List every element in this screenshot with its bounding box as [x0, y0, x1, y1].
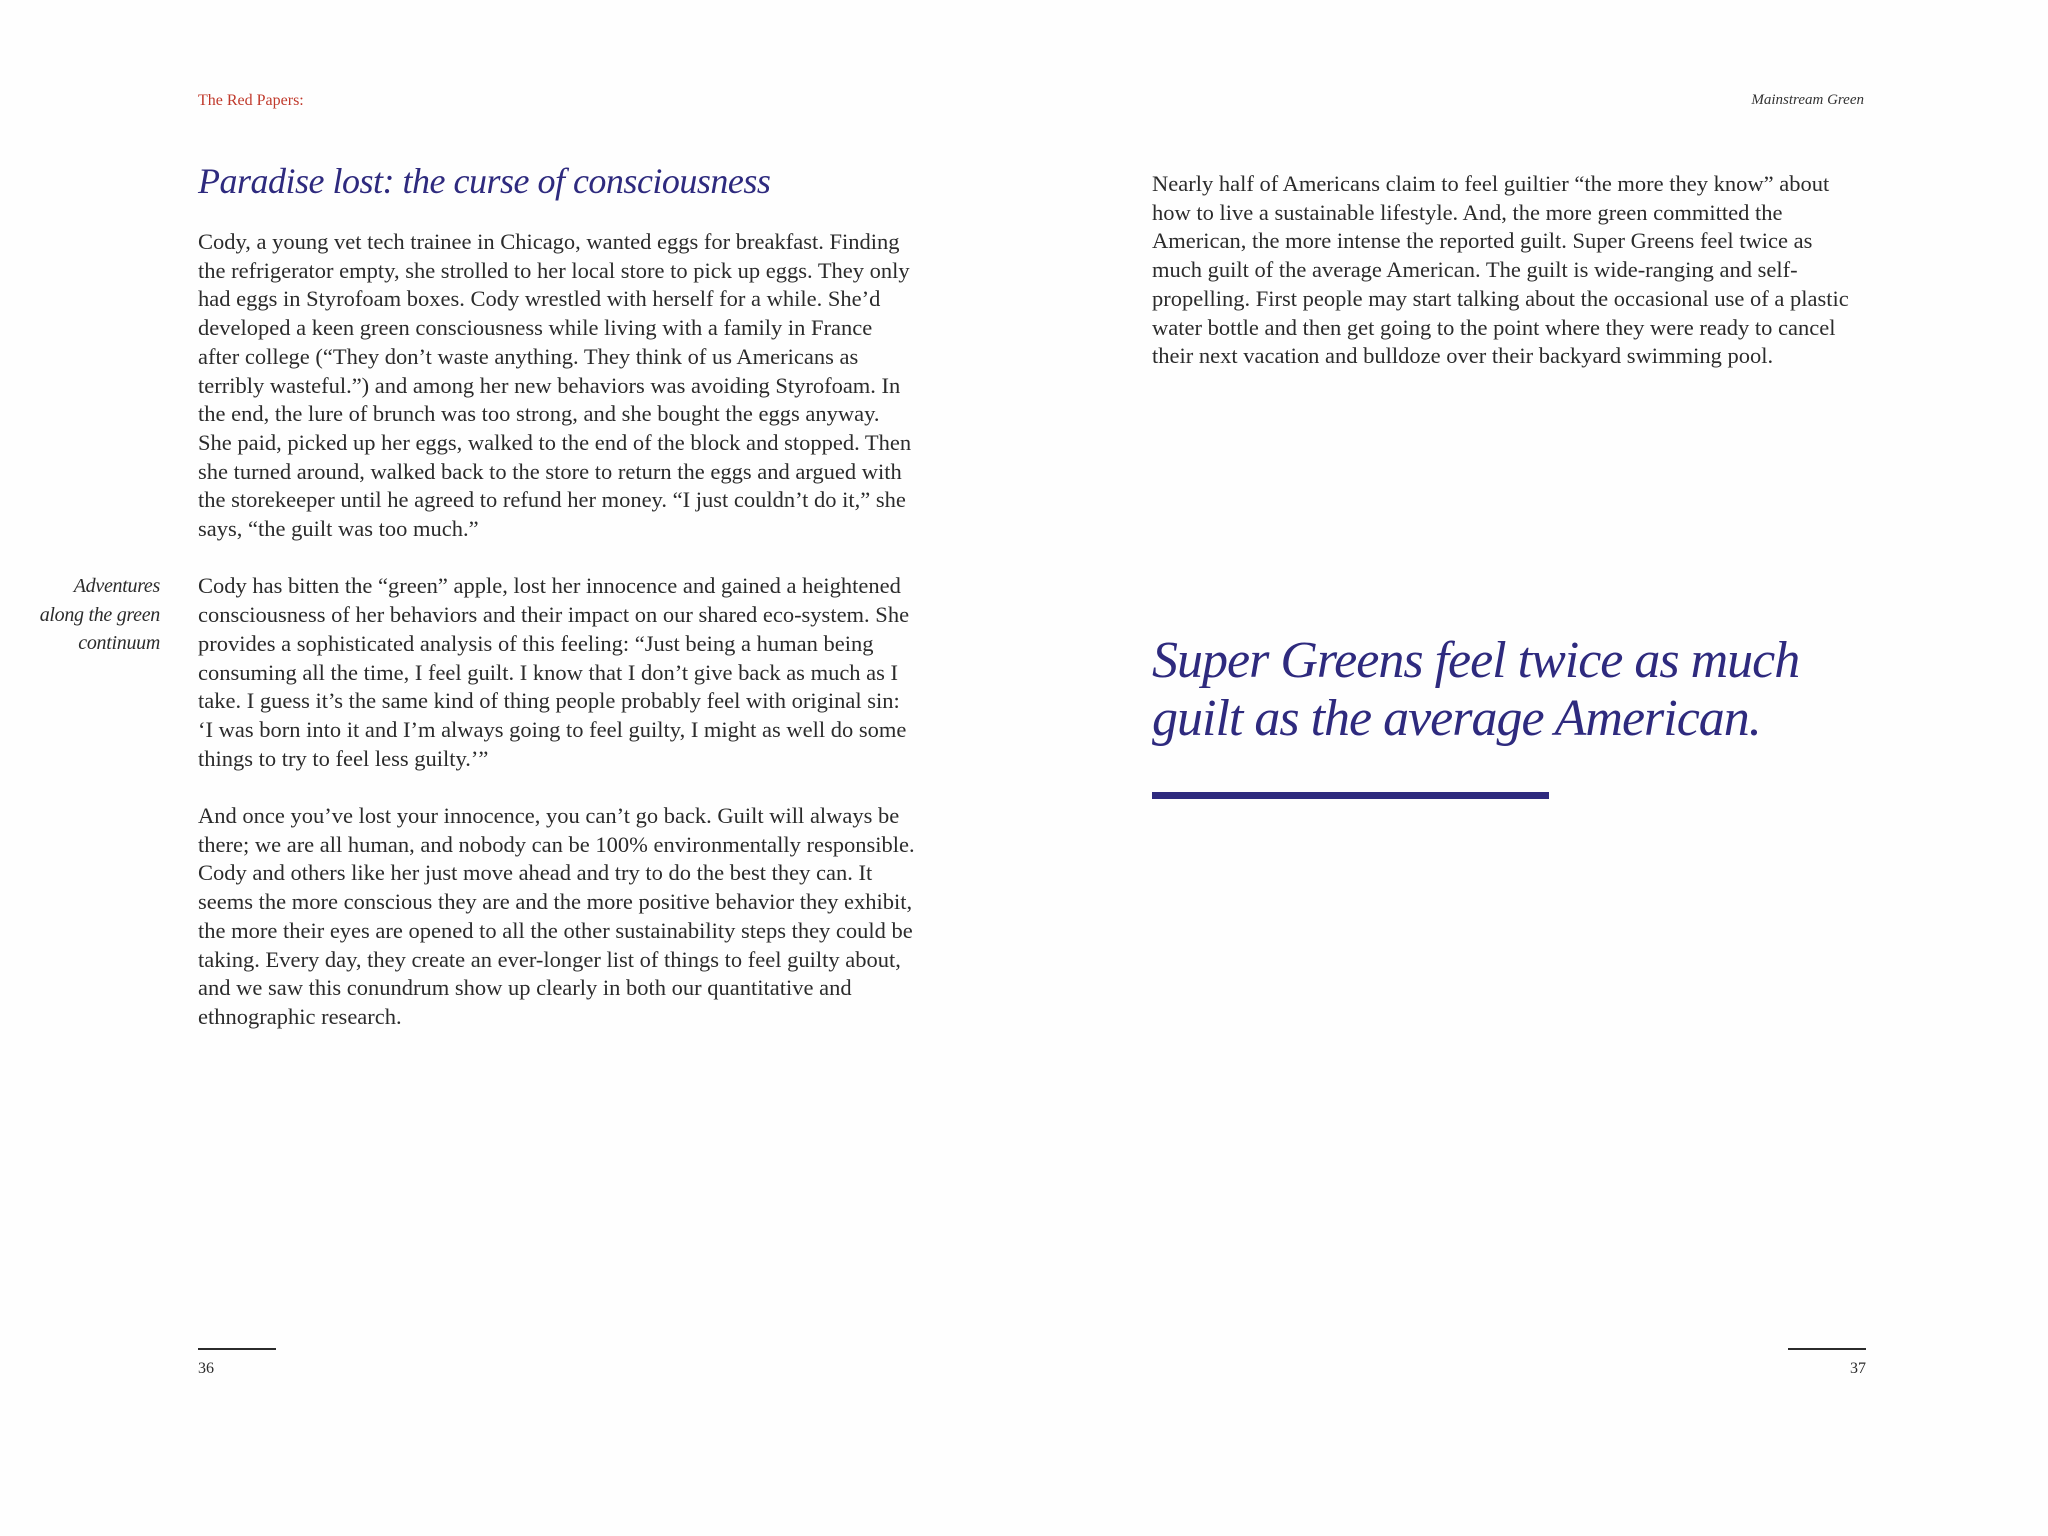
body-paragraph: Cody, a young vet tech trainee in Chicago, wanted eggs for breakfast. Finding the refrigerator empty, she strolled to her local store to pick up eggs. They only had eggs in Styrofoam boxes. Cody wrestled with herself for a while. She’d developed a keen green consciousness while living with a family in France after college (“They don’t waste anything. They think of us Americans as terribly wasteful.”) and among her new behaviors was avoiding Styrofoam. In the end, the lure of brunch was too strong, and she bought the eggs anyway. She paid, picked up her eggs, walked to the end of the block and stopped. Then she turned around, walked back to the store to return the eggs and argued with the storekeeper until he agreed to refund her money. “I just couldn’t do it,” she says, “the guilt was too much.”: [198, 229, 912, 542]
margin-note-line: continuum: [78, 632, 160, 655]
section-title: Paradise lost: the curse of consciousness: [198, 161, 771, 201]
page-number-left: 36: [198, 1360, 214, 1377]
left-page-body: [198, 228, 918, 1060]
page-number-right: 37: [1850, 1360, 1866, 1377]
body-paragraph: Nearly half of Americans claim to feel guiltier “the more they know” about how to live a sustainable lifestyle. And, the more green committed the American, the more intense the reported guilt. Super Greens feel twice as much guilt of the average American. The guilt is wide-ranging and self-propelling. First people may start talking about the occasional use of a plastic water bottle and then get going to the point where they were ready to cancel their next vacation and bulldoze over their backyard swimming pool.: [1152, 171, 1849, 369]
pull-quote-rule: [1152, 792, 1549, 799]
footer-rule-right: [1788, 1348, 1866, 1350]
pull-quote: Super Greens feel twice as much guilt as the average American.: [1152, 632, 1800, 747]
running-header-left: The Red Papers:: [198, 92, 304, 109]
running-header-right: Mainstream Green: [1751, 92, 1864, 108]
right-page-body: [1152, 170, 1852, 400]
footer-rule-left: [198, 1348, 276, 1350]
margin-note-line: along the green: [39, 603, 160, 626]
body-paragraph: And once you’ve lost your innocence, you can’t go back. Guilt will always be there; we are all human, and nobody can be 100% environmentally responsible. Cody and others like her just move ahead and try to do the best they can. It seems the more conscious they are and the more positive behavior they exhibit, the more their eyes are opened to all the other sustainability steps they could be taking. Every day, they create an ever-longer list of things to feel guilty about, and we saw this conundrum show up clearly in both our quantitative and ethnographic research.: [198, 803, 915, 1029]
margin-note-line: Adventures: [73, 575, 160, 597]
margin-note: [30, 572, 160, 658]
body-paragraph: Cody has bitten the “green” apple, lost her innocence and gained a heightened consciousness of her behaviors and their impact on our shared eco-system. She provides a sophisticated analysis of this feeling: “Just being a human being consuming all the time, I feel guilt. I know that I don’t give back as much as I take. I guess it’s the same kind of thing people probably feel with original sin: ‘I was born into it and I’m always going to feel guilty, I might as well do some things to try to feel less guilty.’”: [198, 573, 910, 771]
